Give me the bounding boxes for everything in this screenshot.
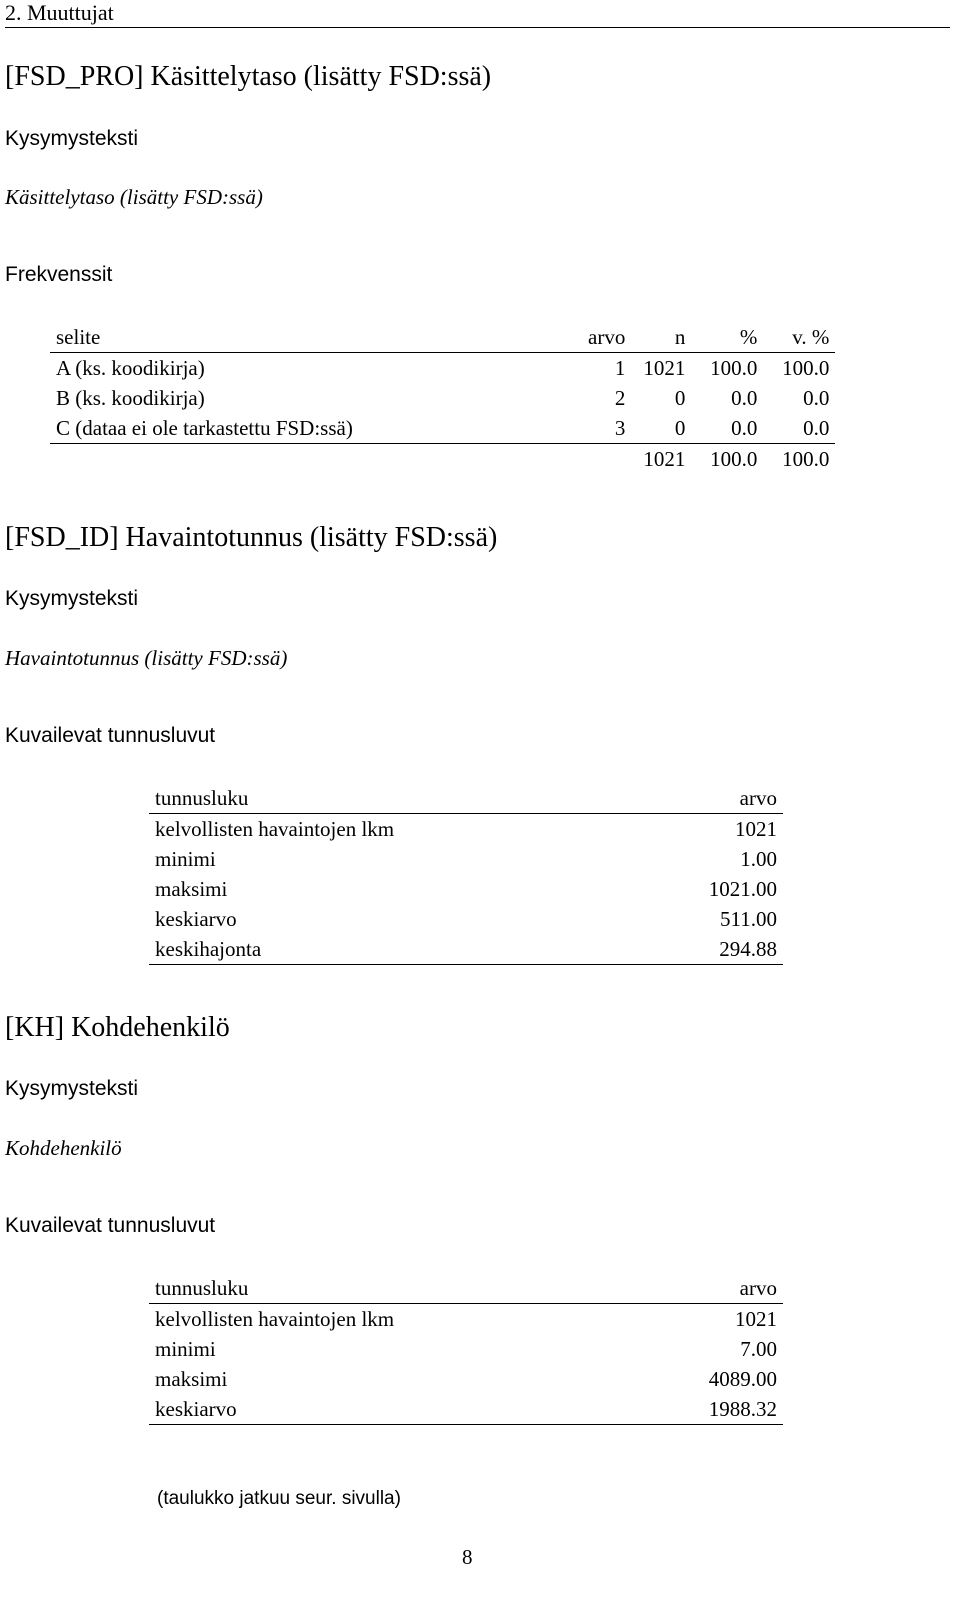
cell: kelvollisten havaintojen lkm [155, 1307, 395, 1331]
col-header-n: n [631, 322, 691, 353]
table-header-row [50, 322, 835, 353]
cell: minimi [155, 1337, 216, 1361]
cell: 2 [614, 386, 626, 410]
cell: keskihajonta [149, 934, 671, 965]
running-head: 2. Muuttujat [5, 0, 114, 25]
cell: 1988.32 [671, 1394, 783, 1425]
question-text: Havaintotunnus (lisätty FSD:ssä) [5, 646, 288, 670]
col-header-arvo: arvo [671, 1273, 783, 1304]
table-heading: Frekvenssit [5, 263, 113, 286]
continuation-note: (taulukko jatkuu seur. sivulla) [157, 1488, 401, 1509]
cell: 100.0 [710, 447, 758, 471]
table-row [149, 1394, 783, 1425]
question-heading: Kysymysteksti [5, 1077, 139, 1100]
table-row [149, 1334, 783, 1364]
question-text: Kohdehenkilö [5, 1136, 122, 1160]
table-header-row [149, 783, 783, 814]
cell: keskiarvo [149, 1394, 671, 1425]
cell: 0 [674, 386, 686, 410]
cell: 7.00 [740, 1337, 777, 1361]
variable-title-fsd-id: [FSD_ID] Havaintotunnus (lisätty FSD:ssä) [5, 522, 498, 553]
cell: 1.00 [740, 847, 777, 871]
table-row [50, 413, 835, 444]
frequency-table [50, 322, 835, 474]
variable-title-fsd-pro: [FSD_PRO] Käsittelytaso (lisätty FSD:ssä) [5, 61, 492, 92]
cell: 4089.00 [708, 1367, 777, 1391]
question-text: Käsittelytaso (lisätty FSD:ssä) [5, 185, 263, 209]
cell: 294.88 [671, 934, 783, 965]
question-heading: Kysymysteksti [5, 127, 139, 150]
table-total-row [50, 444, 835, 475]
table-row [149, 874, 783, 904]
table-row [149, 904, 783, 934]
cell: A (ks. koodikirja) [56, 356, 205, 380]
cell [582, 444, 631, 475]
cell: keskiarvo [155, 907, 237, 931]
col-header-valid-percent: v. % [763, 322, 835, 353]
cell: 1021 [643, 447, 686, 471]
cell: 3 [582, 413, 631, 444]
table-row [50, 353, 835, 384]
cell: B (ks. koodikirja) [56, 386, 205, 410]
cell: 100.0 [710, 356, 758, 380]
cell: 0.0 [763, 413, 835, 444]
page-number: 8 [462, 1545, 473, 1569]
col-header-arvo: arvo [582, 322, 631, 353]
variable-title-kh: [KH] Kohdehenkilö [5, 1012, 230, 1043]
col-header-selite: selite [50, 322, 582, 353]
cell: 0.0 [731, 386, 758, 410]
cell: C (dataa ei ole tarkastettu FSD:ssä) [50, 413, 582, 444]
col-header-arvo: arvo [671, 783, 783, 814]
cell: 1021 [643, 356, 686, 380]
table-row [149, 1304, 783, 1335]
cell: 0 [631, 413, 691, 444]
table-row [149, 934, 783, 965]
col-header-tunnusluku: tunnusluku [149, 783, 671, 814]
cell: maksimi [155, 877, 228, 901]
table-row [149, 844, 783, 874]
cell: 100.0 [782, 356, 830, 380]
descriptive-stats-table [149, 783, 783, 965]
cell: 511.00 [720, 907, 777, 931]
question-heading: Kysymysteksti [5, 587, 139, 610]
table-row [149, 814, 783, 845]
cell: kelvollisten havaintojen lkm [155, 817, 395, 841]
cell [50, 444, 582, 475]
header-rule [5, 27, 950, 28]
cell: maksimi [155, 1367, 228, 1391]
table-row [149, 1364, 783, 1394]
descriptive-stats-table [149, 1273, 783, 1425]
table-row [50, 383, 835, 413]
cell: 1021 [735, 817, 777, 841]
col-header-percent: % [691, 322, 763, 353]
cell: 1 [614, 356, 626, 380]
cell: 1021 [735, 1307, 777, 1331]
cell: minimi [155, 847, 216, 871]
cell: 1021.00 [708, 877, 777, 901]
table-heading: Kuvailevat tunnusluvut [5, 1214, 216, 1237]
cell: 0.0 [803, 386, 830, 410]
col-header-tunnusluku: tunnusluku [149, 1273, 671, 1304]
cell: 0.0 [691, 413, 763, 444]
cell: 100.0 [782, 447, 830, 471]
table-heading: Kuvailevat tunnusluvut [5, 724, 216, 747]
table-header-row [149, 1273, 783, 1304]
